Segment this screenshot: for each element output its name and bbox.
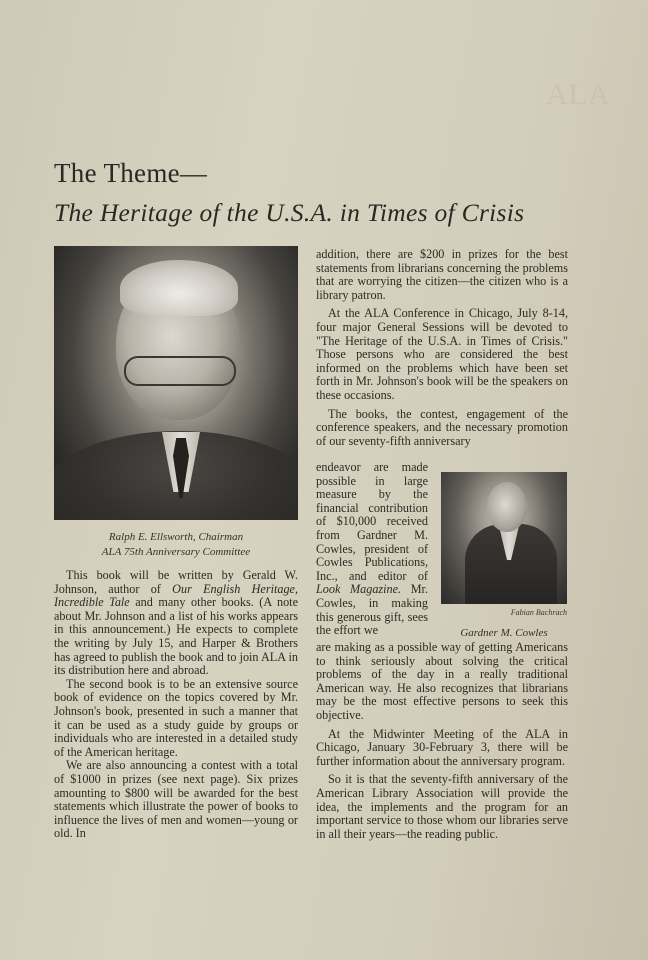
left-column-text bbox=[54, 569, 298, 841]
text-span: and many other books. (A note about Mr. Johnson and a list of his works appears in this announcement.) He expects to complete the writing by July 15, and Harper & Brothers has agreed to publish the book and to join ALA in its distribution here and abroad. bbox=[54, 595, 298, 678]
bleed-through-text: ALA bbox=[545, 78, 611, 111]
portrait-head bbox=[487, 482, 527, 532]
paragraph: addition, there are $200 in prizes for the best statements from librarians concerning the problems that are worrying the citizen—the citizen who is a library patron. bbox=[316, 247, 568, 302]
paragraph bbox=[316, 461, 428, 638]
caption-name: Ralph E. Ellsworth, Chairman bbox=[108, 531, 244, 543]
paragraph: The second book is to be an extensive source book of evidence on the topics covered by Mr. Johnson's book, presented in such a manner that it can be used as a study guide by groups or individuals who are interested in a detailed study of the American heritage. bbox=[54, 676, 298, 759]
paragraph: are making as a possible way of getting Americans to think seriously about solving the critical problems of the day in a really traditional American way. He also recognizes that librarians may be the most effective persons to seek this objective. bbox=[316, 640, 568, 722]
paragraph: At the ALA Conference in Chicago, July 8-14, four major General Sessions will be devoted to "The Heritage of the U.S.A. in Times of Crisis." Those persons who are considered the best informed on the problems which have been set forth in Mr. Johnson's book will be the speakers on these occasions. bbox=[316, 306, 568, 402]
paragraph: At the Midwinter Meeting of the ALA in Chicago, January 30-February 3, there will be further information about the anniversary program. bbox=[316, 726, 568, 768]
paragraph: So it is that the seventy-fifth anniversary of the American Library Association will provide the idea, the implements and the program for an important service to those whom our libraries serve in all their years—the reading public. bbox=[316, 772, 568, 841]
magazine-title: Look Magazine. bbox=[316, 582, 402, 597]
text-span: Mr. Cowles, in making this generous gift, sees the effort we bbox=[316, 582, 428, 638]
portrait-glasses bbox=[124, 356, 236, 386]
small-photo-caption: Gardner M. Cowles bbox=[460, 627, 548, 639]
portrait-photo-ellsworth bbox=[54, 246, 298, 520]
heading-line-1: The Theme— bbox=[54, 158, 208, 188]
portrait-photo-cowles bbox=[441, 472, 567, 604]
heading-line-2: The Heritage of the U.S.A. in Times of Crisis bbox=[54, 198, 525, 227]
right-column-narrow-text bbox=[316, 461, 428, 638]
book-title: Our English Heritage, Incredible Tale bbox=[54, 581, 299, 610]
paragraph bbox=[54, 569, 298, 678]
text-span: This book will be written by Gerald W. Johnson, author of bbox=[54, 568, 298, 596]
right-column-top-text bbox=[316, 248, 568, 448]
portrait-hair bbox=[120, 260, 238, 316]
paragraph: We are also announcing a contest with a total of $1000 in prizes (see next page). Six prizes amounting to $800 will be awarded for the best statements which illustrate the power of books to influence the lives of men and women—young or old. In bbox=[54, 758, 298, 841]
paragraph: The books, the contest, engagement of the conference speakers, and the necessary promotion of our seventy-fifth anniversary bbox=[316, 406, 568, 448]
caption-title: ALA 75th Anniversary Committee bbox=[101, 546, 251, 558]
photo-credit: Fabian Bachrach bbox=[510, 608, 567, 617]
main-photo-caption bbox=[54, 530, 298, 560]
right-column-bottom-text bbox=[316, 641, 568, 841]
text-span: endeavor are made possible in large measure by the financial contribution of $10,000 received from Gardner M. Cowles, president of Cowles Publications, Inc., and editor of bbox=[316, 460, 428, 583]
